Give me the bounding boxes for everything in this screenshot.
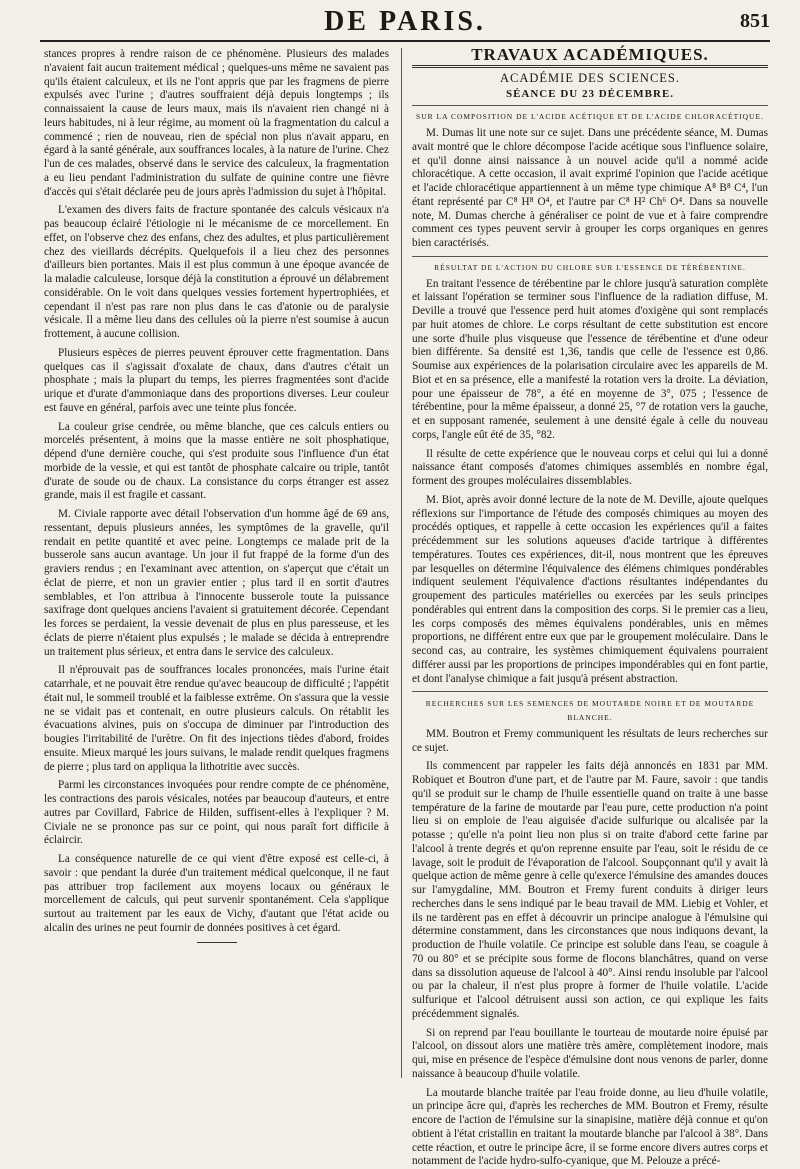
left-column [44, 48, 389, 1078]
paragraph: La couleur grise cendrée, ou même blanche, que ces calculs entiers ou morcelés présentent, à moins que la masse entière ne soit phosphatique, dépend d'une dernière couche, qui s'est produite sous l'influence d'un état morbide de la vessie, et qui est tantôt de phosphate calcaire ou triple, tantôt d'urate de soude ou de chaux. La consistance du corps étranger est assez grande, mais il est fragile et cassant. [44, 421, 389, 504]
running-head: DE PARIS. [40, 6, 770, 38]
paragraph: Si on reprend par l'eau bouillante le tourteau de moutarde noire épuisé par l'alcool, on dissout alors une matière très amère, complètement inodore, mais qui, mise en présence de l'espèce d'émulsine dont nous venons de parler, donne naissance à beaucoup d'huile volatile. [412, 1027, 768, 1082]
paragraph: Plusieurs espèces de pierres peuvent éprouver cette fragmentation. Dans quelques cas il s'agissait d'oxalate de chaux, dans d'autres c'était un phosphate ; mais la plupart du temps, les pierres fragmentées sont d'acide urique et d'urate d'ammoniaque dans des proportions diverses. Leur couleur est fauve en général, parfois avec une teinte plus foncée. [44, 347, 389, 416]
section-rule [412, 691, 768, 692]
topic-heading: RECHERCHES SUR LES SEMENCES DE MOUTARDE NOIRE ET DE MOUTARDE BLANCHE. [412, 697, 768, 725]
topic-heading: SUR LA COMPOSITION DE L'ACIDE ACÉTIQUE ET DE L'ACIDE CHLORACÉTIQUE. [412, 105, 768, 124]
paragraph: M. Biot, après avoir donné lecture de la note de M. Deville, ajoute quelques réflexions sur l'importance de l'étude des composés chimiques au moyen des procédés optiques, et rappelle à cette occasion les expériences qu'il a faites précédemment sur les solutions aqueuses d'acide tartrique à différentes températures. Toutes ces expériences, dit-il, nous montrent que les épreuves par lesquelles on détermine l'équivalence des élémens chimiques pondérables indiquent seulement l'équivalence d'actions résultantes indépendantes du groupement des particules matérielles ou exercées par les seuls principes pondérables qui entrent dans la composition des corps. Si le premier cas a lieu, les corps composés des mêmes équivalens pondérables, unis en mêmes proportions, ne différent entre eux que par le groupement moléculaire. Dans le second cas, au contraire, les systèmes chimiquement équivalens pourraient différer aussi par les proportions de principes impondérables qui en font partie, et dont l'analyse chimique a fait jusqu'à présent abstraction. [412, 494, 768, 687]
session-date: SÉANCE DU 23 DÉCEMBRE. [412, 88, 768, 102]
paragraph: En traitant l'essence de térébentine par le chlore jusqu'à saturation complète et laissant l'opération se terminer sous l'influence de la radiation diffuse, M. Deville a trouvé que l'essence perd huit atomes d'oxigène qui sont remplacés par huit atomes de chlore. Le corps résultant de cette substitution est encore une sorte d'huile plus visqueuse que l'essence de térébentine et d'une odeur bien différente. Sa densité est 1,36, tandis que celle de l'essence est 0,86. Soumise aux expériences de la polarisation circulaire avec les appareils de M. Biot et en sa présence, elle a manifesté la rotation vers la droite. La déviation, pour une épaisseur de 78°, a été en moyenne de 3°, 075 ; l'essence de térébentine, pour la même épaisseur, a donné 25, °7 de rotation vers la gauche, et en supposant ramenée, seulement à une densité égale à celle du nouveau corps, l'angle eût été de 35, °82. [412, 278, 768, 443]
paragraph: La conséquence naturelle de ce qui vient d'être exposé est celle-ci, à savoir : que pendant la durée d'un traitement médical quelconque, il ne faut pas attribuer trop facilement aux moyens locaux ou généraux le morcellement de calculs, qui peut survenir spontanément. Cela s'applique surtout au traitement par les eaux de Vichy, d'autant que l'état acide ou alcalin des urines ne peut fournir de données positives à cet égard. [44, 853, 389, 936]
paragraph: M. Civiale rapporte avec détail l'observation d'un homme âgé de 69 ans, ressentant, depuis plusieurs années, les symptômes de la gravelle, qu'il rendait en petite quantité et avec peine. Longtemps ce malade prit de la busserole sans aucun avantage. Un jour il fut frappé de la forme d'un des graviers rendus ; en l'examinant avec attention, on s'aperçut que c'était un éclat de pierre, et non un gravier entier ; plus tard il en sortit d'autres semblables, et l'on attribua à l'innocente busserole toute la puissance saxifrage dont quelques anciens l'avaient si gratuitement décorée. Cependant les forces se perdaient, la vessie devenait de plus en plus paresseuse, et les éclats de pierre n'étaient plus expulsés ; le malade se décida à entreprendre un traitement plus sérieux, et entra dans le service des calculeux. [44, 508, 389, 659]
paragraph: La moutarde blanche traitée par l'eau froide donne, au lieu d'huile volatile, un principe âcre qui, d'après les recherches de MM. Boutron et Fremy, résulte encore de l'action de l'émulsine sur la sinapisine, matière déjà connue et qu'on obtient à l'état cristallin en traitant la moutarde blanche par l'alcool à 38°. Dans cette réaction, et outre le principe âcre, il se forme encore divers autres corps et notamment de l'acide hydro-sulfo-cyanique, que M. Pelouze a précé- [412, 1087, 768, 1169]
subsection-title: ACADÉMIE DES SCIENCES. [412, 72, 768, 86]
page-header [40, 0, 770, 42]
end-rule [197, 942, 237, 943]
paragraph: M. Dumas lit une note sur ce sujet. Dans une précédente séance, M. Dumas avait montré que le chlore décompose l'acide acétique sous l'influence solaire, et qu'il donne ainsi naissance à un nouvel acide qu'il a nommé acide chloracétique. A cette occasion, il avait exprimé l'opinion que l'acide acétique et l'acide chloracétique appartiennent à un même type chimique A⁸ B⁸ C⁴, l'un étant représenté par C⁸ H⁸ O⁴, et l'autre par C⁸ H² Ch⁶ O⁴. Dans sa nouvelle note, M. Dumas cherche à généraliser ce point de vue et à faire comprendre comment ces types peuvent servir à grouper les corps organiques en genres bien caractérisés. [412, 127, 768, 251]
page-number: 851 [740, 10, 770, 33]
right-column [412, 48, 768, 1078]
section-title: TRAVAUX ACADÉMIQUES. [412, 48, 768, 68]
paragraph: Il n'éprouvait pas de souffrances locales prononcées, mais l'urine était catarrhale, et ne pouvait être rendue qu'avec beaucoup de difficulté ; l'appétit était nul, le sommeil troublé et la faiblesse extrême. On s'assura que la vessie ne se vidait pas et contenait, en outre plusieurs calculs. On rétablit les évacuations alvines, puis on s'occupa de diminuer par l'introduction des bougies l'irritabilité de l'urètre. On fit des injections tièdes d'abord, froides ensuite. Mieux marqué les jours suivans, le malade rendit quelques fragmens de pierre ; plus tard on appliqua la lithotritie avec succès. [44, 664, 389, 774]
paragraph: stances propres à rendre raison de ce phénomène. Plusieurs des malades n'avaient fait aucun traitement médical ; quelques-uns même ne savaient pas qu'ils étaient calculeux, et ils ne l'ont appris que par les fragmens de pierre expulsés avec l'urine ; d'autres souffraient déjà depuis longtemps ; ils connaissaient la cause de leurs maux, mais ils n'avaient rien changé ni à leurs habitudes, ni à leur régime, au moment où la fragmentation du calcul a commencé ; rien de nouveau, rien de spécial non plus n'avait apparu, en égard à la santé générale, aux souffrances locales, à la nature de l'urine. Chez l'un de ces malades, observé dans le service des calculeux, la fragmentation a eu lieu pendant l'administration du sulfate de quinine contre une fièvre d'accès qui s'était déclarée peu de jours après l'admission du sujet à l'hôpital. [44, 48, 389, 199]
paragraph: Ils commencent par rappeler les faits déjà annoncés en 1831 par MM. Robiquet et Boutron d'une part, et de l'autre par M. Faure, savoir : que tandis qu'il se produit sur le champ de l'huile essentielle quand on traite à une basse température de la farine de moutarde par l'eau pure, cette production n'a point lieu si on emploie de l'eau aiguisée d'acide sulfurique ou alcalisée par la potasse ; qu'elle n'a point lieu non plus si on traite d'abord cette farine par l'alcool à trente degrés et qu'on reprenne ensuite par l'eau, soit le résidu de ce lavage, soit le produit de l'évaporation de l'alcool. Soupçonnant qu'il y avait là quelque action de même genre à celle qu'exerce l'émulsine des amandes douces sur l'amygdaline, MM. Boutron et Fremy furent conduits à diriger leurs recherches dans le sens indiqué par le beau travail de MM. Liebig et Vohler, et ils ne tardèrent pas en effet à découvrir un principe analogue à l'émulsine qui détermine constamment, dans les circonstances que nous indiquons devant, la production de l'huile volatile. Ce principe est soluble dans l'eau, se coagule à 70 ou 80° et se précipite sous forme de flocons blanchâtres, quand on verse dans sa dissolution aqueuse de l'alcool à 40°. Ainsi rendu insoluble par l'alcool ou par la chaleur, il n'est plus propre à former de l'huile volatile. L'acide sulfurique et l'alcool détruisent aussi son action, ce qui explique les faits précédemment signalés. [412, 760, 768, 1021]
paragraph: Parmi les circonstances invoquées pour rendre compte de ce phénomène, les contractions des parois vésicales, notées par beaucoup d'auteurs, et entre autres par Covillard, Fabrice de Hilden, suffisent-elles à l'expliquer ? M. Civiale ne se prononce pas sur ce point, qui nous paraît fort difficile à éclaircir. [44, 779, 389, 848]
paragraph: MM. Boutron et Fremy communiquent les résultats de leurs recherches sur ce sujet. [412, 728, 768, 756]
paragraph: Il résulte de cette expérience que le nouveau corps et celui qui lui a donné naissance étant composés d'atomes chimiques assemblés en nombre égal, forment des groupes moléculaires dissemblables. [412, 448, 768, 489]
column-divider [401, 48, 402, 1078]
topic-heading: RÉSULTAT DE L'ACTION DU CHLORE SUR L'ESSENCE DE TÉRÉBENTINE. [412, 256, 768, 275]
paragraph: L'examen des divers faits de fracture spontanée des calculs vésicaux n'a pas beaucoup éclairé l'étiologie ni le mécanisme de ce morcellement. En effet, on l'observe chez des enfans, chez des adultes, et plus particulièrement chez des vieillards décrépits. Quelquefois il a lieu chez des personnes d'ailleurs bien portantes. Mais il est plus commun à une époque avancée de la maladie calculeuse, lorsque déjà la constitution a éprouvé un délabrement considérable. On le voit dans quelques vessies fortement hypertrophiées, et cependant il n'est pas rare non plus dans le cas d'atonie ou de paralysie vésicale. Il a même lieu dans des cellules où la pierre n'est soumise à aucun frottement, à aucune collision. [44, 204, 389, 342]
